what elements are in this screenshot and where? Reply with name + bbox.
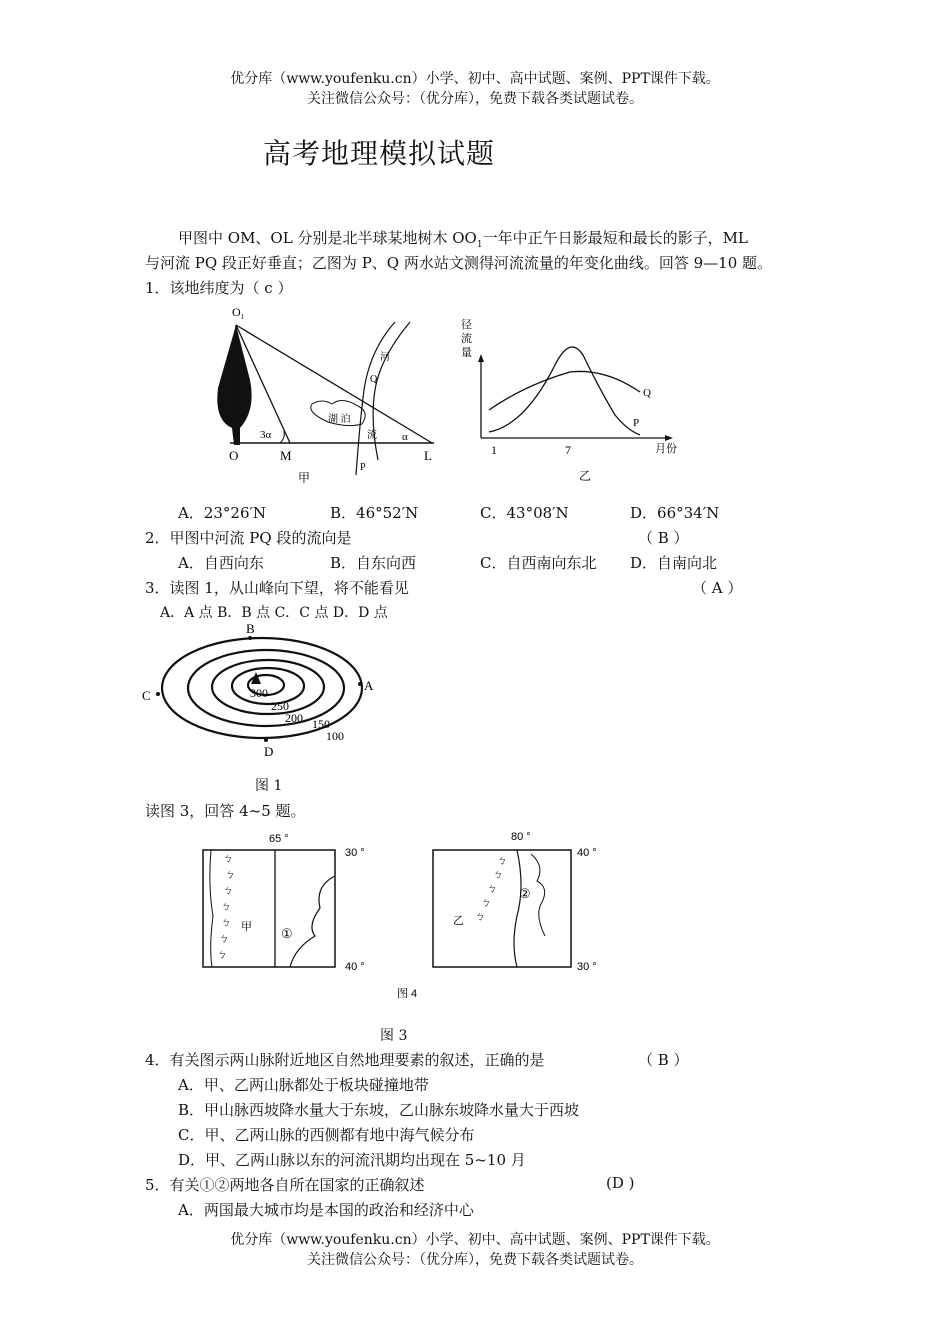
river-bank-right: [356, 322, 395, 475]
q2-stem: 2．甲图中河流 PQ 段的流向是: [145, 529, 352, 547]
caption-jia: 甲: [298, 471, 311, 485]
tick-7: 7: [565, 443, 571, 457]
left-lat-top: 30 °: [345, 847, 365, 859]
caption-yi: 乙: [579, 469, 592, 483]
left-lon-label: 65 °: [269, 833, 289, 845]
label-3a: 3α: [260, 429, 272, 441]
right-meridian-coast: [514, 850, 521, 967]
right-lat-top: 40 °: [577, 847, 597, 859]
contour-250: [232, 668, 304, 704]
caption-fig3: 图 3: [380, 1028, 408, 1044]
label-l: L: [424, 448, 432, 463]
header-line-2: 关注微信公众号：（优分库），免费下载各类试题试卷。: [307, 91, 643, 107]
q1-option-a: A．23°26′N: [178, 504, 267, 522]
marker-2: ②: [519, 886, 531, 901]
q5-option-a: A．两国最大城市均是本国的政治和经济中心: [178, 1201, 474, 1219]
inner-caption-fig4: 图 4: [397, 988, 418, 1000]
figure-3-maps: [195, 826, 615, 1006]
svg-text:ㄅ: ㄅ: [497, 856, 507, 867]
tree-shape: [217, 325, 251, 445]
angle-arc-3a: [280, 431, 284, 443]
y-axis-arrow: [478, 354, 484, 362]
q4-stem: 4．有关图示两山脉附近地区自然地理要素的叙述，正确的是: [145, 1051, 545, 1069]
contour-label-150: 150: [312, 717, 330, 731]
label-jia: 甲: [241, 921, 252, 933]
svg-text:ㄅ: ㄅ: [493, 870, 503, 881]
q2-option-b: B．自东向西: [330, 554, 417, 572]
label-liu: 流: [367, 430, 377, 441]
right-east-coast: [531, 854, 545, 936]
q5-stem: 5．有关①②两地各自所在国家的正确叙述: [145, 1176, 425, 1194]
q4-option-d: D．甲、乙两山脉以东的河流汛期均出现在 5~10 月: [178, 1151, 526, 1169]
label-a: A: [364, 678, 374, 693]
q1-option-b: B．46°52′N: [330, 504, 419, 522]
label-q: Q: [370, 374, 378, 385]
q3-stem: 3．读图 1，从山峰向下望，将不能看见: [145, 579, 409, 597]
q1-stem: 1．该地纬度为（ c ）: [145, 279, 293, 297]
svg-text:ㄅ: ㄅ: [487, 884, 497, 895]
label-yi: 乙: [453, 915, 464, 927]
right-map-frame: [433, 850, 571, 967]
contour-label-100: 100: [326, 729, 344, 743]
left-east-coast: [290, 876, 335, 967]
q3-answer: （ A ）: [692, 579, 743, 597]
label-q: Q: [643, 387, 651, 399]
q2-option-c: C．自西南向东北: [480, 554, 597, 572]
label-p: P: [633, 417, 640, 429]
header-line-1: 优分库（www.youfenku.cn）小学、初中、高中试题、案例、PPT课件下载。: [230, 71, 720, 87]
figure-yi: [455, 310, 685, 490]
svg-text:ㄅ: ㄅ: [217, 950, 227, 961]
label-p: P: [360, 462, 366, 473]
left-west-coast: [210, 850, 213, 967]
q2-option-d: D．自南向北: [630, 554, 718, 572]
label-o1: $O_1$: [232, 305, 245, 321]
label-m: M: [280, 448, 292, 463]
figure-jia: [210, 300, 450, 490]
q5-answer: (D ): [606, 1174, 635, 1192]
left-lat-bottom: 40 °: [345, 961, 365, 973]
label-river-he: 河: [380, 352, 390, 363]
label-a: α: [402, 431, 408, 443]
label-d: D: [264, 744, 274, 759]
q4-answer: （ B ）: [638, 1051, 689, 1069]
label-lake: 湖 泊: [328, 414, 351, 425]
ylabel-1: 径: [461, 319, 472, 331]
q4-option-a: A．甲、乙两山脉都处于板块碰撞地带: [178, 1076, 429, 1094]
q2-option-a: A．自西向东: [178, 554, 264, 572]
q4-option-c: C．甲、乙两山脉的西侧都有地中海气候分布: [178, 1126, 475, 1144]
footer-line-1: 优分库（www.youfenku.cn）小学、初中、高中试题、案例、PPT课件下载。: [230, 1232, 720, 1248]
contour-label-300: 300: [250, 686, 268, 700]
svg-text:ㄅ: ㄅ: [481, 898, 491, 909]
svg-text:ㄅ: ㄅ: [223, 854, 233, 865]
marker-1: ①: [281, 926, 293, 941]
xlabel: 月份: [655, 443, 677, 455]
svg-text:ㄅ: ㄅ: [225, 870, 235, 881]
mountain-symbols-jia: [217, 854, 235, 961]
page-title: 高考地理模拟试题: [263, 137, 496, 170]
ylabel-3: 量: [461, 347, 472, 359]
figure-1-contour-map: [138, 618, 388, 768]
svg-text:ㄅ: ㄅ: [221, 918, 231, 929]
contour-label-200: 200: [285, 711, 303, 725]
ray-ol: [236, 325, 432, 443]
q2-answer: （ B ）: [638, 529, 689, 547]
q1-option-c: C．43°08′N: [480, 504, 569, 522]
label-o: O: [229, 448, 239, 463]
q3-options: A．A 点 B．B 点 C．C 点 D．D 点: [160, 605, 388, 621]
curve-p: [489, 347, 640, 435]
contour-label-250: 250: [271, 699, 289, 713]
q4-option-b: B．甲山脉西坡降水量大于东坡，乙山脉东坡降水量大于西坡: [178, 1101, 580, 1119]
svg-text:ㄅ: ㄅ: [221, 902, 231, 913]
svg-text:ㄅ: ㄅ: [475, 912, 485, 923]
intro-line-2: 与河流 PQ 段正好垂直；乙图为 P、Q 两水站文测得河流流量的年变化曲线。回答 9—10 题。: [145, 254, 773, 272]
read-figure-3: 读图 3，回答 4~5 题。: [145, 802, 306, 820]
tick-1: 1: [491, 443, 497, 457]
q1-option-d: D．66°34′N: [630, 504, 720, 522]
intro-line-1: 甲图中 OM、OL 分别是北半球某地树木 $OO_1$一年中正午日影最短和最长的影子，ML: [178, 229, 748, 250]
ylabel-2: 流: [461, 333, 472, 345]
mountain-symbols-yi: [475, 856, 507, 923]
x-axis-arrow: [665, 435, 673, 441]
caption-fig1: 图 1: [255, 778, 283, 794]
label-b: B: [246, 621, 255, 636]
svg-text:ㄅ: ㄅ: [219, 934, 229, 945]
curve-q: [489, 371, 640, 410]
footer-line-2: 关注微信公众号：（优分库），免费下载各类试题试卷。: [307, 1252, 643, 1268]
right-lat-bottom: 30 °: [577, 961, 597, 973]
label-c: C: [142, 688, 151, 703]
point-c: [156, 692, 160, 696]
svg-text:ㄅ: ㄅ: [223, 886, 233, 897]
right-lon-label: 80 °: [511, 831, 531, 843]
